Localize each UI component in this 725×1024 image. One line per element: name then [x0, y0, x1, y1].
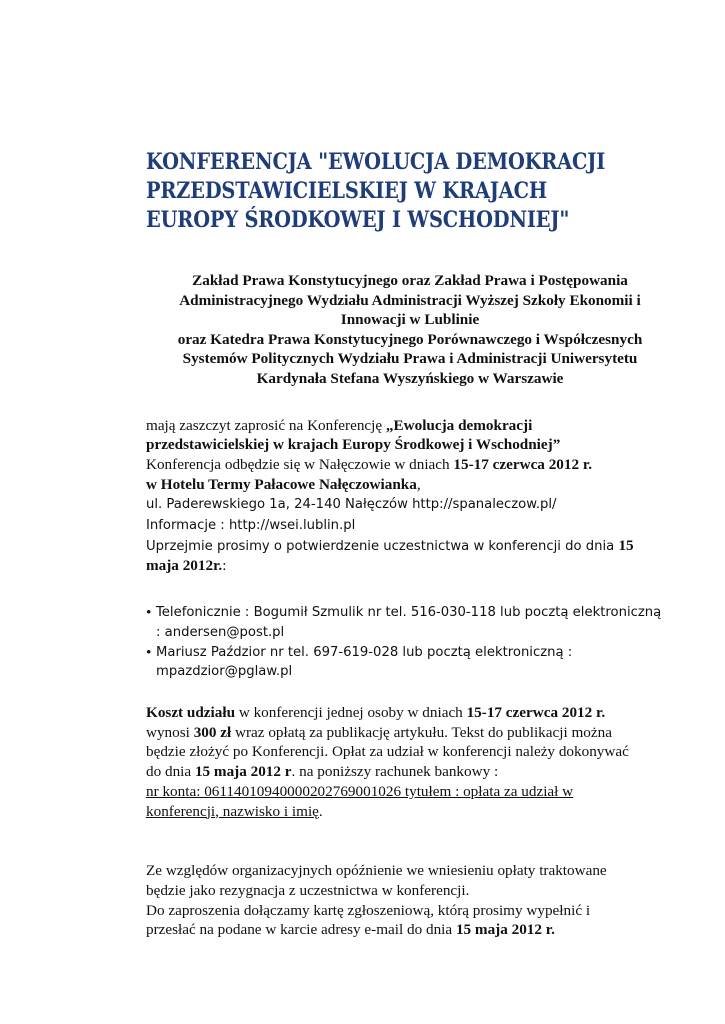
- list-item: [146, 603, 674, 642]
- cost-line: będzie złożyć po Konferencji. Opłat za udział w konferencji należy dokonywać: [146, 743, 629, 761]
- account-end: .: [318, 802, 323, 820]
- document-content: [146, 148, 674, 940]
- cost-amount: 300 zł: [193, 723, 232, 741]
- contact-list: [146, 603, 674, 682]
- closing-deadline: 15 maja 2012 r.: [455, 921, 555, 939]
- hotel-name: w Hotelu Termy Pałacowe Nałęczowianka: [146, 475, 417, 493]
- title-line: EUROPY ŚRODKOWEJ I WSCHODNIEJ": [146, 207, 570, 233]
- bank-account-line: [146, 802, 674, 822]
- organizer-line: Administracyjnego Wydziału Administracji Wyższej Szkoły Ekonomii i: [179, 291, 641, 309]
- closing-line: [146, 920, 674, 940]
- list-item: [146, 643, 674, 682]
- contact-email-link[interactable]: mpazdzior@pglaw.pl: [156, 664, 293, 680]
- cost-line: [146, 762, 674, 782]
- cost-text: wynosi: [146, 723, 194, 741]
- venue-text: Konferencja odbędzie się w Nałęczowie w dniach: [146, 455, 454, 473]
- organizers-block: [142, 271, 678, 389]
- conference-dates: 15-17 czerwca 2012 r.: [453, 455, 593, 473]
- cost-label: Koszt udziału: [146, 704, 236, 721]
- closing-line: Do zaproszenia dołączamy kartę zgłoszeniową, którą prosimy wypełnić i: [146, 901, 591, 919]
- invitation-block: [146, 416, 674, 577]
- cost-block: [146, 703, 674, 821]
- invite-line: [146, 435, 674, 455]
- organizer-line: Innowacji w Lublinie: [340, 311, 480, 329]
- title-line: KONFERENCJA "EWOLUCJA DEMOKRACJI: [146, 149, 606, 175]
- closing-text: przesłać na podane w karcie adresy e-mail do dnia: [146, 921, 456, 939]
- contact-line: Mariusz Paździor nr tel. 697-619-028 lub pocztą elektroniczną :: [156, 644, 573, 660]
- contact-line: Telefonicznie : Bogumił Szmulik nr tel. 516-030-118 lub pocztą elektroniczną: [156, 605, 662, 621]
- confirm-day: 15: [618, 536, 634, 554]
- closing-line: będzie jako rezygnacja z uczestnictwa w konferencji.: [146, 881, 470, 899]
- address-street: ul. Paderewskiego 1a, 24-140 Nałęczów: [146, 497, 413, 513]
- title-line: PRZEDSTAWICIELSKIEJ W KRAJACH: [146, 178, 547, 204]
- confirm-colon: :: [222, 557, 227, 575]
- organizer-line: Zakład Prawa Konstytucyjnego oraz Zakład Prawa i Postępowania: [192, 272, 628, 289]
- payment-deadline: 15 maja 2012 r: [194, 763, 292, 781]
- confirm-text: Uprzejmie prosimy o potwierdzenie uczestnictwa w konferencji do dnia: [146, 538, 619, 554]
- bank-account: nr konta: 06114010940000202769001026 tytułem : opłata za udział w: [146, 782, 574, 800]
- cost-text: wraz opłatą za publikację artykułu. Tekst do publikacji można: [231, 723, 612, 741]
- address-line: [146, 494, 674, 515]
- closing-block: [146, 861, 674, 940]
- bullet-icon: •: [146, 604, 152, 622]
- organizer-line: Systemów Politycznych Wydziału Prawa i Administracji Uniwersytetu: [182, 350, 638, 368]
- bullet-icon: •: [146, 643, 152, 661]
- conference-title: [146, 148, 679, 235]
- cost-text: do dnia: [146, 763, 195, 781]
- organizer-line: oraz Katedra Prawa Konstytucyjnego Porównawczego i Współczesnych: [177, 330, 643, 348]
- confirm-date: maja 2012r.: [146, 557, 223, 575]
- contact-email-link[interactable]: : andersen@post.pl: [156, 624, 285, 640]
- conference-name: przedstawicielskiej w krajach Europy Środkowej i Wschodniej”: [146, 436, 561, 454]
- cost-line: [146, 703, 674, 723]
- hotel-website-link[interactable]: http://spanaleczow.pl/: [412, 497, 557, 513]
- invite-line: [146, 416, 674, 436]
- invite-intro: mają zaszczyt zaprosić na Konferencję: [146, 416, 386, 434]
- info-label: Informacje :: [146, 518, 229, 534]
- cost-text: w konferencji jednej osoby w dniach: [235, 704, 467, 721]
- info-line: [146, 515, 674, 536]
- organizer-line: Kardynała Stefana Wyszyńskiego w Warszawie: [256, 369, 564, 387]
- hotel-line: [146, 475, 674, 495]
- closing-line: Ze względów organizacyjnych opóźnienie we wniesieniu opłaty traktowane: [146, 862, 607, 880]
- hotel-comma: ,: [416, 475, 421, 493]
- confirm-line: [146, 536, 674, 557]
- venue-line: [146, 455, 674, 475]
- confirm-line: [146, 556, 674, 576]
- cost-dates: 15-17 czerwca 2012 r.: [466, 704, 606, 721]
- conference-name: „Ewolucja demokracji: [385, 416, 533, 434]
- bank-account: konferencji, nazwisko i imię: [146, 802, 319, 820]
- cost-line: [146, 723, 674, 743]
- cost-text: . na poniższy rachunek bankowy :: [291, 763, 499, 781]
- info-website-link[interactable]: http://wsei.lublin.pl: [228, 518, 356, 534]
